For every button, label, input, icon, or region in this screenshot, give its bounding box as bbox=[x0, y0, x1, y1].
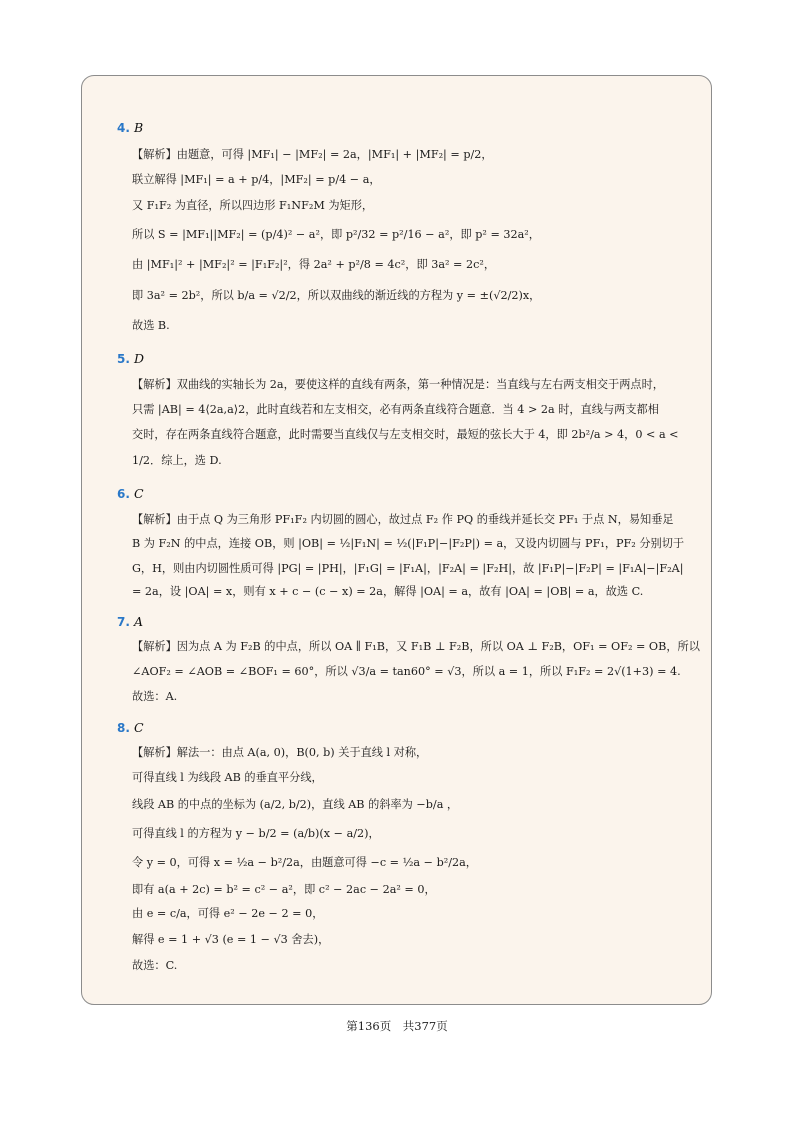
q4-line-6: 即 3a² = 2b²，所以 b/a = √2/2，所以双曲线的渐近线的方程为 y = ±(√2/2)x， bbox=[132, 289, 541, 302]
q8-line-9: 故选：C. bbox=[132, 959, 178, 972]
q5-line-4: 1/2．综上，选 D. bbox=[132, 454, 222, 467]
q4-line-4: 所以 S = |MF₁||MF₂| = (p/4)² − a²，即 p²/32 = p²/16 − a²，即 p² = 32a²， bbox=[132, 228, 540, 241]
question-8-number: 8. bbox=[117, 721, 130, 735]
question-7-answer: A bbox=[134, 614, 144, 629]
q8-line-6: 即有 a(a + 2c) = b² = c² − a²，即 c² − 2ac − 2a² = 0， bbox=[132, 883, 436, 896]
q8-line-3: 线段 AB 的中点的坐标为 (a/2, b/2)，直线 AB 的斜率为 −b/a ， bbox=[132, 798, 459, 811]
q8-line-8: 解得 e = 1 + √3 (e = 1 − √3 舍去)， bbox=[132, 933, 330, 946]
q6-line-1: 【解析】由于点 Q 为三角形 PF₁F₂ 内切圆的圆心，故过点 F₂ 作 PQ 的垂线并延长交 PF₁ 于点 N，易知垂足 bbox=[132, 513, 674, 526]
q6-line-3: G，H，则由内切圆性质可得 |PG| = |PH|，|F₁G| = |F₁A|，|F₂A| = |F₂H|，故 |F₁P|−|F₂P| = |F₁A|−|F₂A| bbox=[132, 562, 684, 575]
q4-line-5: 由 |MF₁|² + |MF₂|² = |F₁F₂|²，得 2a² + p²/8 = 4c²，即 3a² = 2c²， bbox=[132, 258, 496, 271]
q5-line-3: 交时，存在两条直线符合题意，此时需要当直线仅与左支相交时，最短的弦长大于 4，即 2b²/a > 4，0 < a < bbox=[132, 428, 679, 441]
q4-line-7: 故选 B. bbox=[132, 319, 170, 332]
q7-line-2: ∠AOF₂ = ∠AOB = ∠BOF₁ = 60°，所以 √3/a = tan60° = √3，所以 a = 1，所以 F₁F₂ = 2√(1+3) = 4. bbox=[132, 665, 681, 678]
question-4-answer: B bbox=[134, 120, 144, 135]
q5-line-1: 【解析】双曲线的实轴长为 2a，要使这样的直线有两条，第一种情况是：当直线与左右两支相交于两点时， bbox=[132, 378, 664, 391]
q8-line-7: 由 e = c/a，可得 e² − 2e − 2 = 0， bbox=[132, 907, 324, 920]
q5-line-2: 只需 |AB| = 4⟨2a,a⟩2，此时直线若和左支相交，必有两条直线符合题意．当 4 > 2a 时，直线与两支都相 bbox=[132, 403, 659, 416]
question-7-number: 7. bbox=[117, 615, 130, 629]
solution-card bbox=[81, 75, 712, 1005]
q4-line-3: 又 F₁F₂ 为直径，所以四边形 F₁NF₂M 为矩形， bbox=[132, 199, 374, 212]
q8-line-1: 【解析】解法一：由点 A(a, 0)，B(0, b) 关于直线 l 对称， bbox=[132, 746, 428, 759]
question-5-number: 5. bbox=[117, 352, 130, 366]
q6-line-2: B 为 F₂N 的中点，连接 OB，则 |OB| = ½|F₁N| = ½(|F₁P|−|F₂P|) = a，又设内切圆与 PF₁，PF₂ 分别切于 bbox=[132, 537, 685, 550]
q7-line-3: 故选：A. bbox=[132, 690, 178, 703]
question-5-answer: D bbox=[134, 351, 145, 366]
q8-line-5: 令 y = 0，可得 x = ½a − b²/2a，由题意可得 −c = ½a − b²/2a， bbox=[132, 856, 477, 869]
question-4-number: 4. bbox=[117, 121, 130, 135]
question-8-answer: C bbox=[134, 720, 144, 735]
q4-line-1: 【解析】由题意，可得 |MF₁| − |MF₂| = 2a，|MF₁| + |MF₂| = p/2， bbox=[132, 148, 493, 161]
q8-line-4: 可得直线 l 的方程为 y − b/2 = (a/b)(x − a/2)， bbox=[132, 827, 380, 840]
question-6-number: 6. bbox=[117, 487, 130, 501]
q4-line-2: 联立解得 |MF₁| = a + p/4，|MF₂| = p/4 − a， bbox=[132, 173, 381, 186]
q6-line-4: = 2a，设 |OA| = x，则有 x + c − (c − x) = 2a，解得 |OA| = a，故有 |OA| = |OB| = a，故选 C. bbox=[132, 585, 644, 598]
q8-line-2: 可得直线 l 为线段 AB 的垂直平分线， bbox=[132, 771, 323, 784]
question-6-answer: C bbox=[134, 486, 144, 501]
page-footer: 第136页 共377页 bbox=[346, 1019, 448, 1033]
q7-line-1: 【解析】因为点 A 为 F₂B 的中点，所以 OA ∥ F₁B，又 F₁B ⊥ F₂B，所以 OA ⊥ F₂B，OF₁ = OF₂ = OB，所以 bbox=[132, 640, 700, 653]
